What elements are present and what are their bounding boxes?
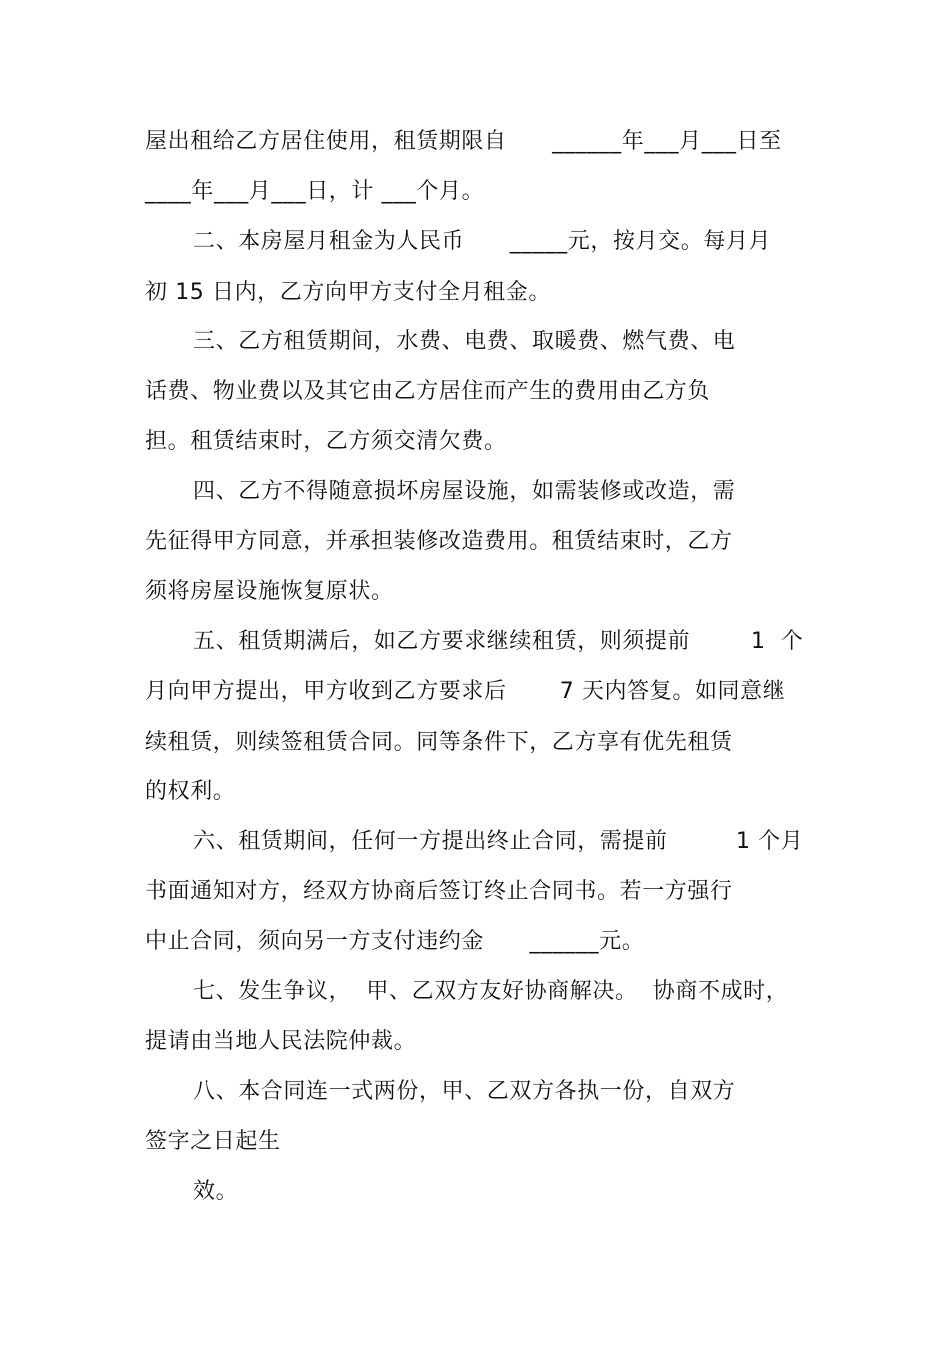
text-line: 中止合同，须向另一方支付违约金 ______元。 <box>145 929 645 954</box>
text-line: 先征得甲方同意，并承担装修改造费用。租赁结束时，乙方 <box>145 529 733 554</box>
text-line: 月向甲方提出，甲方收到乙方要求后 7 天内答复。如同意继 <box>145 679 786 704</box>
text-line: 签字之日起生 <box>145 1129 281 1154</box>
text-line: 书面通知对方，经双方协商后签订终止合同书。若一方强行 <box>145 879 733 904</box>
text-line: 三、乙方租赁期间，水费、电费、取暖费、燃气费、电 <box>193 329 736 354</box>
text-line: 话费、物业费以及其它由乙方居住而产生的费用由乙方负 <box>145 379 711 404</box>
text-line: 四、乙方不得随意损坏房屋设施，如需装修或改造，需 <box>193 479 736 504</box>
text-line: 效。 <box>193 1179 239 1204</box>
text-line: 担。租赁结束时，乙方须交清欠费。 <box>145 429 507 454</box>
text-line: 的权利。 <box>145 779 236 804</box>
text-line: 八、本合同连一式两份，甲、乙双方各执一份，自双方 <box>193 1079 736 1104</box>
text-line: 七、发生争议， 甲、乙双方友好协商解决。 协商不成时， <box>193 979 789 1004</box>
text-line: 六、租赁期间，任何一方提出终止合同，需提前 1 个月 <box>193 829 804 854</box>
text-line: 初 15 日内，乙方向甲方支付全月租金。 <box>145 280 551 305</box>
text-line: 屋出租给乙方居住使用，租赁期限自 ______年___月___日至 <box>145 129 782 154</box>
text-line: 续租赁，则续签租赁合同。同等条件下，乙方享有优先租赁 <box>145 730 733 755</box>
text-line: 须将房屋设施恢复原状。 <box>145 579 394 604</box>
text-line: ____年___月___日，计 ___个月。 <box>145 179 485 204</box>
text-line: 二、本房屋月租金为人民币 _____元，按月交。每月月 <box>193 229 772 254</box>
text-line: 五、租赁期满后，如乙方要求继续租赁，则须提前 1 个 <box>193 629 804 654</box>
text-line: 提请由当地人民法院仲裁。 <box>145 1029 417 1054</box>
